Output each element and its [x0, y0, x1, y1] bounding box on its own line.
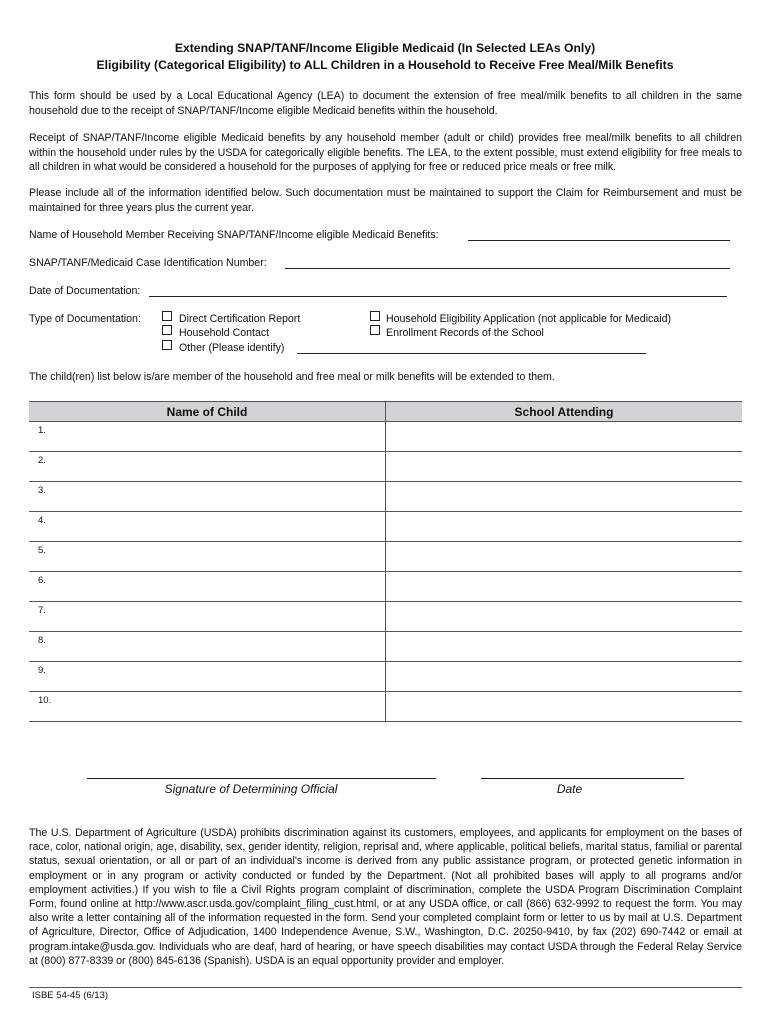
member-name-field[interactable]: [468, 240, 730, 241]
other-checkbox[interactable]: [162, 340, 172, 350]
child-name-cell[interactable]: [29, 602, 386, 632]
enrollment-records-checkbox[interactable]: [370, 325, 380, 335]
child-name-cell[interactable]: [29, 662, 386, 692]
school-attending-cell[interactable]: [386, 632, 743, 662]
row-number: 8.: [38, 635, 46, 646]
school-attending-cell[interactable]: [386, 482, 743, 512]
row-number: 5.: [38, 545, 46, 556]
row-number: 7.: [38, 605, 46, 616]
row-number: 6.: [38, 575, 46, 586]
row-number: 4.: [38, 515, 46, 526]
table-row: [29, 602, 742, 632]
children-note: The child(ren) list below is/are member of the household and free meal or milk benefits will be extended to them.: [29, 371, 555, 383]
member-name-label: Name of Household Member Receiving SNAP/TANF/Income eligible Medicaid Benefits:: [29, 229, 439, 241]
enrollment-records-label: Enrollment Records of the School: [386, 327, 544, 339]
table-row: [29, 512, 742, 542]
child-name-cell[interactable]: [29, 452, 386, 482]
form-title-line2: Eligibility (Categorical Eligibility) to ALL Children in a Household to Receive Free Meal/Milk Benefits: [96, 58, 674, 72]
direct-certification-checkbox[interactable]: [162, 311, 172, 321]
child-name-cell[interactable]: [29, 542, 386, 572]
household-contact-label: Household Contact: [179, 327, 270, 339]
form-title-line1: Extending SNAP/TANF/Income Eligible Medicaid (In Selected LEAs Only): [174, 41, 596, 55]
school-attending-cell[interactable]: [386, 422, 743, 452]
row-number: 2.: [38, 455, 46, 466]
table-row: [29, 662, 742, 692]
school-attending-header: School Attending: [386, 402, 743, 422]
child-name-cell[interactable]: [29, 632, 386, 662]
school-attending-cell[interactable]: [386, 542, 743, 572]
intro-paragraph-2: Receipt of SNAP/TANF/Income eligible Medicaid benefits by any household member (adult or child) provides free meal/milk benefits to all children within the household under rules by the USDA for categorically eligible benefits. The LEA, to the extent possible, must extend eligibility for free meals to all children in what would be considered a household for the purposes of applying for free or reduced price meals or free milk.: [29, 132, 742, 174]
other-label: Other (Please identify): [179, 342, 285, 354]
row-number: 3.: [38, 485, 46, 496]
school-attending-cell[interactable]: [386, 512, 743, 542]
table-row: [29, 482, 742, 512]
table-row: [29, 422, 742, 452]
child-name-cell[interactable]: [29, 482, 386, 512]
school-attending-cell[interactable]: [386, 692, 743, 722]
row-number: 10.: [38, 695, 52, 706]
children-table: [29, 401, 742, 722]
school-attending-cell[interactable]: [386, 662, 743, 692]
form-number: ISBE 54-45 (6/13): [32, 990, 109, 1001]
household-application-checkbox[interactable]: [370, 311, 380, 321]
school-attending-cell[interactable]: [386, 602, 743, 632]
official-signature-label: Signature of Determining Official: [164, 782, 338, 796]
row-number: 9.: [38, 665, 46, 676]
signature-date-line[interactable]: [481, 778, 684, 779]
table-row: [29, 632, 742, 662]
row-number: 1.: [38, 425, 46, 436]
name-of-child-header: Name of Child: [29, 402, 386, 422]
table-header-row: [29, 402, 742, 422]
child-name-cell[interactable]: [29, 512, 386, 542]
child-name-cell[interactable]: [29, 572, 386, 602]
child-name-cell[interactable]: [29, 422, 386, 452]
doc-type-label: Type of Documentation:: [29, 313, 141, 325]
table-row: [29, 542, 742, 572]
date-of-documentation-field[interactable]: [149, 296, 727, 297]
date-of-documentation-label: Date of Documentation:: [29, 285, 141, 297]
school-attending-cell[interactable]: [386, 452, 743, 482]
footer-divider: [29, 987, 742, 988]
household-application-label: Household Eligibility Application (not applicable for Medicaid): [386, 313, 672, 325]
direct-certification-label: Direct Certification Report: [179, 313, 301, 325]
signature-date-label: Date: [556, 782, 583, 796]
other-identify-field[interactable]: [297, 353, 646, 354]
intro-paragraph-1: This form should be used by a Local Educational Agency (LEA) to document the extension of free meal/milk benefits to all children in the same household due to the receipt of SNAP/TANF/Income eligible Medicaid benefits within the household.: [29, 90, 742, 117]
case-id-field[interactable]: [285, 268, 730, 269]
household-contact-checkbox[interactable]: [162, 325, 172, 335]
table-row: [29, 452, 742, 482]
table-row: [29, 572, 742, 602]
case-id-label: SNAP/TANF/Medicaid Case Identification Number:: [29, 257, 267, 269]
school-attending-cell[interactable]: [386, 572, 743, 602]
nondiscrimination-statement: The U.S. Department of Agriculture (USDA) prohibits discrimination against its customers, employees, and applicants for employment on the bases of race, color, national origin, age, disability, sex, gender identity, religion, reprisal and, where applicable, political beliefs, marital status, familial or parental status, sexual orientation, or all or part of an individual's income is derived from any public assistance program, or protected genetic information in employment or in any program or activity conducted or funded by the Department. (Not all prohibited bases will apply to all programs and/or employment activities.) If you wish to file a Civil Rights program complaint of discrimination, complete the USDA Program Discrimination Complaint Form, found online at http://www.ascr.usda.gov/complaint_filing_cust.html, or at any USDA office, or call (866) 632-9992 to request the form. You may also write a letter containing all of the information requested in the form. Send your completed complaint form or letter to us by mail at U.S. Department of Agriculture, Director, Office of Adjudication, 1400 Independence Avenue, S.W., Washington, D.C. 20250-9410, by fax (202) 690-7442 or email at program.intake@usda.gov. Individuals who are deaf, hard of hearing, or have speech disabilities may contact USDA through the Federal Relay Service at (800) 877-8339 or (800) 845-6136 (Spanish). USDA is an equal opportunity provider and employer.: [29, 827, 742, 967]
official-signature-line[interactable]: [87, 778, 436, 779]
intro-paragraph-3: Please include all of the information identified below. Such documentation must be maintained to support the Claim for Reimbursement and must be maintained for three years plus the current year.: [29, 187, 742, 214]
table-row: [29, 692, 742, 722]
child-name-cell[interactable]: [29, 692, 386, 722]
